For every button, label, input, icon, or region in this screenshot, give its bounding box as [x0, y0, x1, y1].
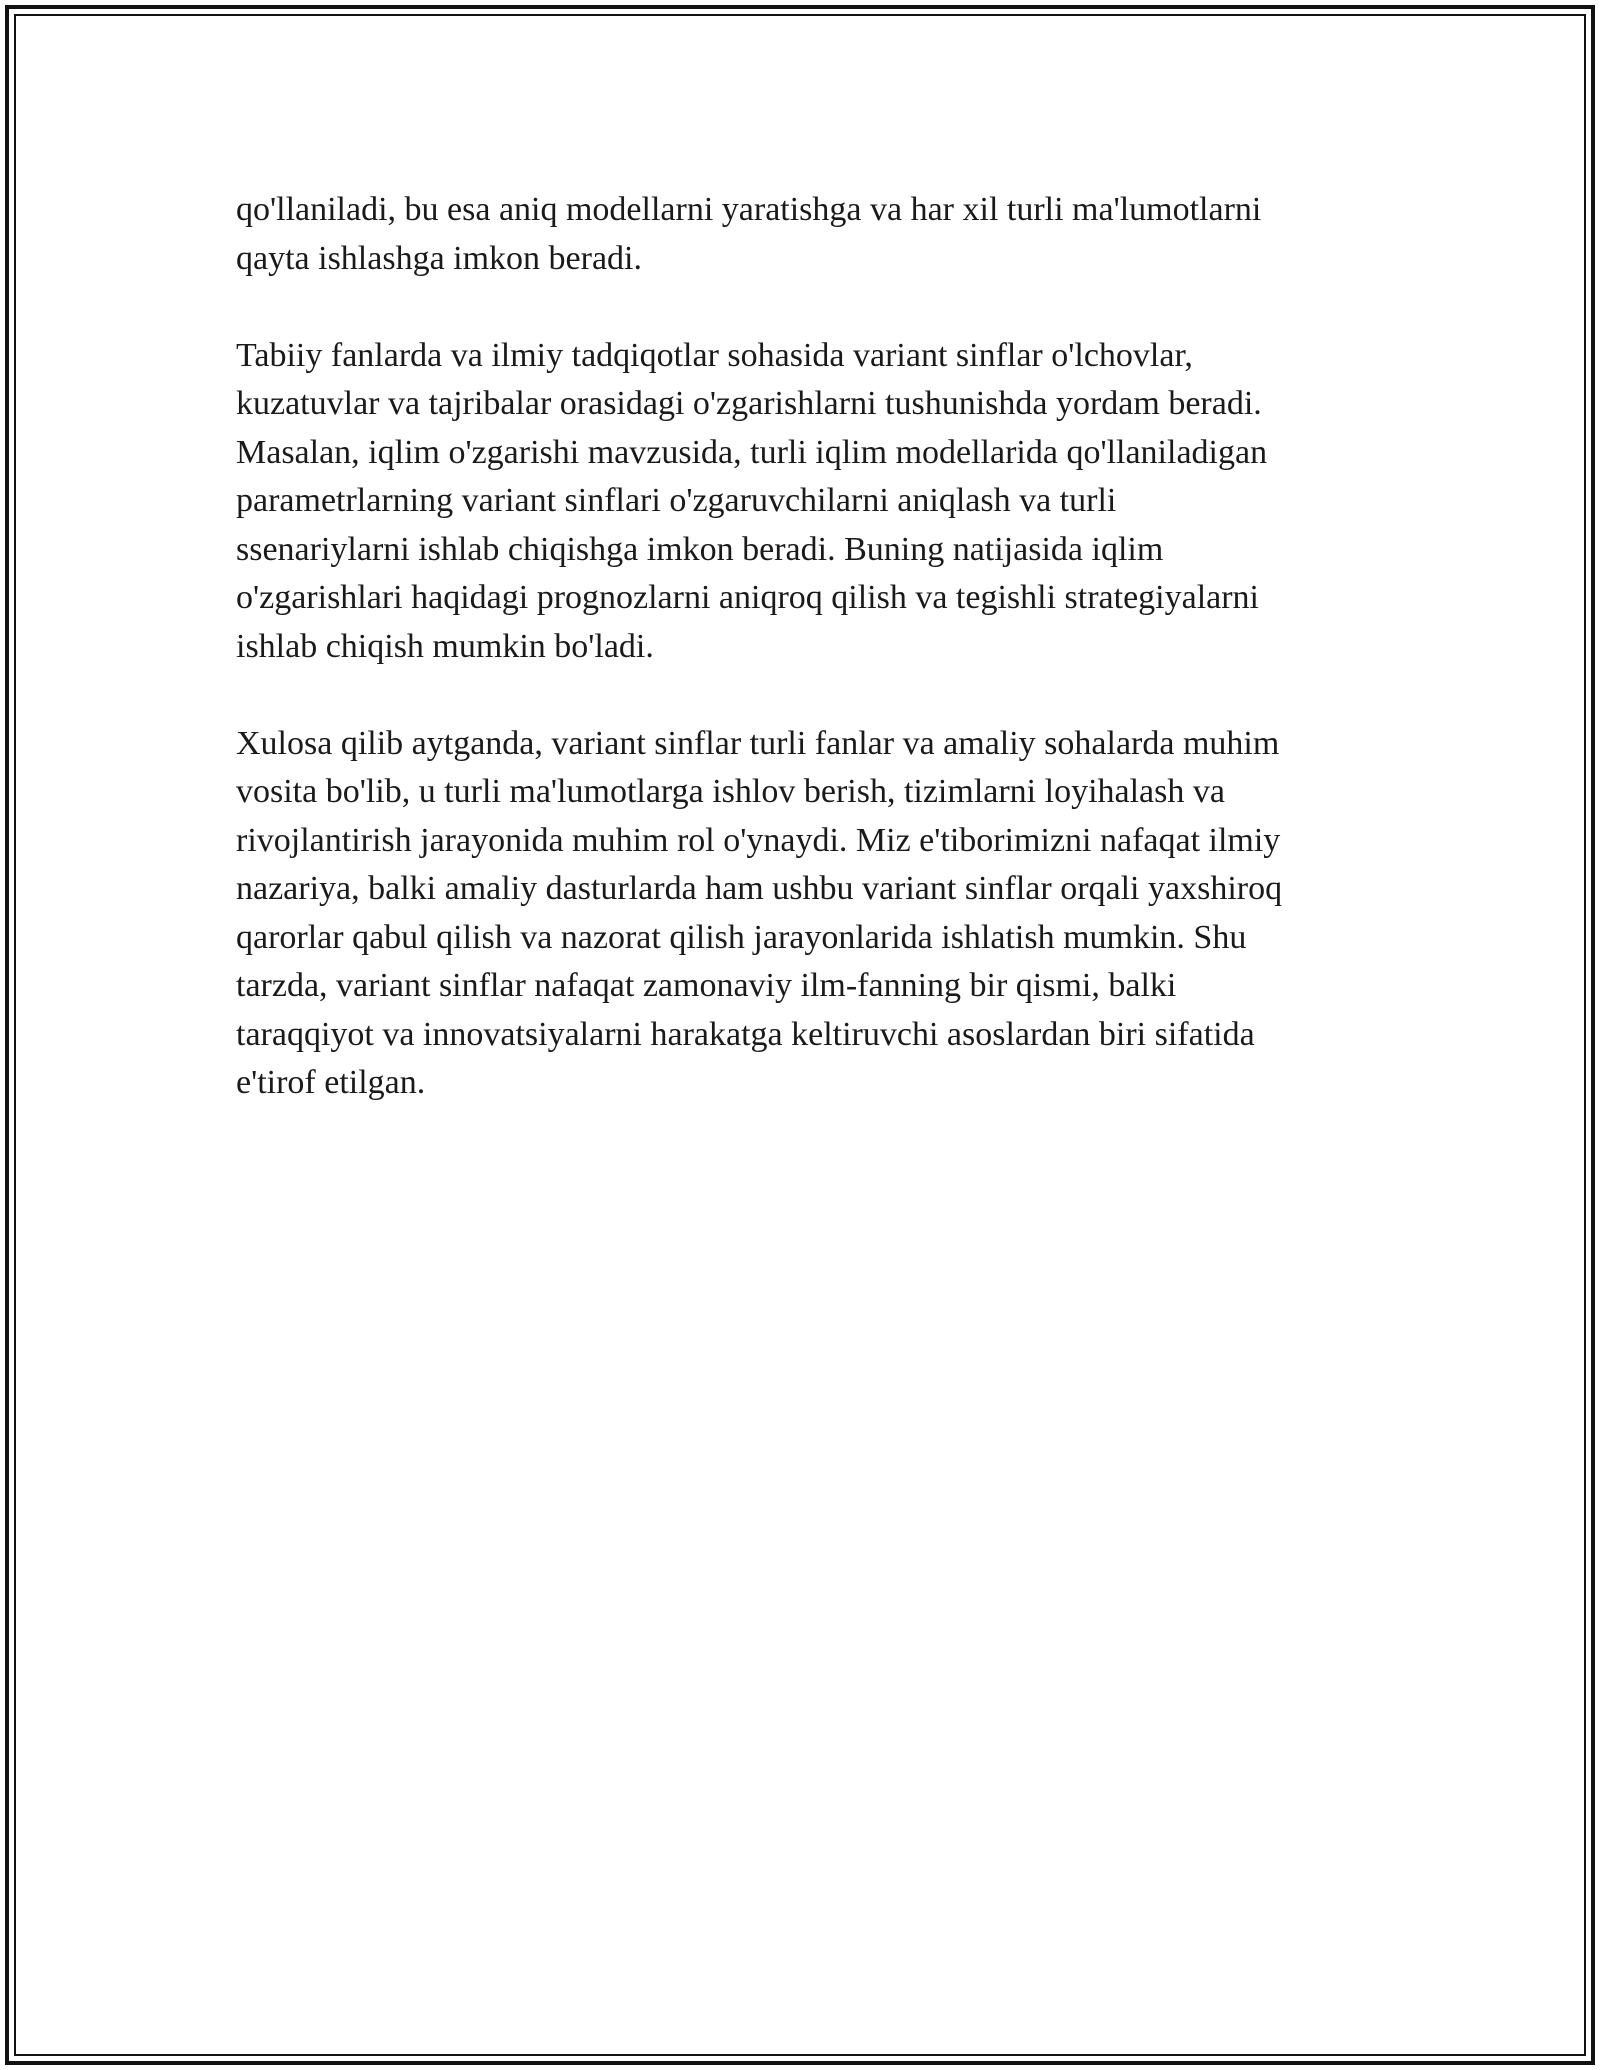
paragraph-3: Xulosa qilib aytganda, variant sinflar turli fanlar va amaliy sohalarda muhim vosita bo'lib, u turli ma'lumotlarga ishlov berish, tizimlarni loyihalash va rivojlantirish jarayonida muhim rol o'ynaydi. Miz e'tiborimizni nafaqat ilmiy nazariya, balki amaliy dasturlarda ham ushbu variant sinflar orqali yaxshiroq qarorlar qabul qilish va nazorat qilish jarayonlarida ishlatish mumkin. Shu tarzda, variant sinflar nafaqat zamonaviy ilm-fanning bir qismi, balki taraqqiyot va innovatsiyalarni harakatga keltiruvchi asoslardan biri sifatida e'tirof etilgan. [236, 724, 1283, 1101]
document-body [236, 186, 1376, 1156]
paragraph-1: qo'llaniladi, bu esa aniq modellarni yaratishga va har xil turli ma'lumotlarni qayta ishlashga imkon beradi. [236, 191, 1262, 277]
paragraph-2: Tabiiy fanlarda va ilmiy tadqiqotlar sohasida variant sinflar o'lchovlar, kuzatuvlar va tajribalar orasidagi o'zgarishlarni tushunishda yordam beradi. Masalan, iqlim o'zgarishi mavzusida, turli iqlim modellarida qo'llaniladigan parametrlarning variant sinflari o'zgaruvchilarni aniqlash va turli ssenariylarni ishlab chiqishga imkon beradi. Buning natijasida iqlim o'zgarishlari haqidagi prognozlarni aniqroq qilish va tegishli strategiyalarni ishlab chiqish mumkin bo'ladi. [236, 336, 1268, 665]
